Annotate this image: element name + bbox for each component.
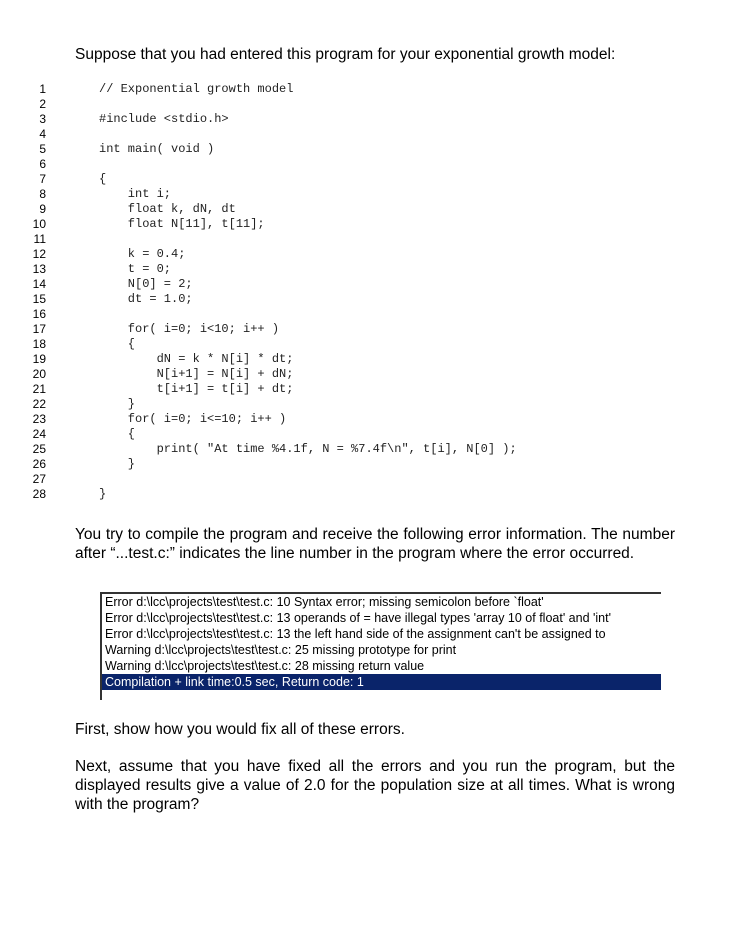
code-line: {: [99, 427, 136, 441]
code-line: [99, 307, 517, 322]
warning-line[interactable]: Warning d:\lcc\projects\test\test.c: 28 missing return value: [105, 659, 425, 673]
code-line: [99, 97, 517, 112]
code-line: // Exponential growth model: [99, 82, 294, 96]
line-number: 23: [32, 412, 46, 426]
line-number: 10: [32, 217, 46, 231]
code-line: [99, 127, 517, 142]
code-line: [99, 472, 517, 487]
code-line: for( i=0; i<10; i++ ): [99, 322, 280, 336]
line-number: 1: [39, 82, 46, 96]
compile-status-line[interactable]: Compilation + link time:0.5 sec, Return code: 1: [102, 674, 661, 690]
code-line: [99, 157, 517, 172]
intro-text: Suppose that you had entered this program for your exponential growth model:: [75, 46, 616, 63]
warning-line[interactable]: Warning d:\lcc\projects\test\test.c: 25 missing prototype for print: [105, 643, 457, 657]
code-line: t[i+1] = t[i] + dt;: [99, 382, 294, 396]
code-line: int main( void ): [99, 142, 215, 156]
line-number: 20: [32, 367, 46, 381]
code-line: dt = 1.0;: [99, 292, 193, 306]
line-number: 2: [39, 97, 46, 111]
code-line: print( "At time %4.1f, N = %7.4f\n", t[i], N[0] );: [99, 442, 517, 456]
line-number: 14: [32, 277, 46, 291]
line-number: 28: [32, 487, 46, 501]
line-number: 27: [32, 472, 46, 486]
code-listing: [99, 82, 517, 502]
line-number: 12: [32, 247, 46, 261]
wrong-question: Next, assume that you have fixed all the errors and you run the program, but the displayed results give a value of 2.0 for the population size at all times. What is wrong with the program?: [75, 758, 675, 813]
line-number: 6: [39, 157, 46, 171]
line-number: 21: [32, 382, 46, 396]
compile-paragraph: You try to compile the program and receive the following error information. The number after “...test.c:” indicates the line number in the program where the error occurred.: [75, 526, 675, 562]
code-line: }: [99, 487, 107, 501]
line-number-gutter: [0, 82, 46, 502]
code-line: N[0] = 2;: [99, 277, 193, 291]
error-line[interactable]: Error d:\lcc\projects\test\test.c: 13 the left hand side of the assignment can't be assigned to: [105, 627, 606, 641]
line-number: 24: [32, 427, 46, 441]
line-number: 15: [32, 292, 46, 306]
code-line: {: [99, 172, 107, 186]
line-number: 4: [39, 127, 46, 141]
error-output-panel: [100, 592, 661, 700]
code-line: for( i=0; i<=10; i++ ): [99, 412, 287, 426]
code-line: }: [99, 397, 136, 411]
code-line: [99, 232, 517, 247]
code-line: t = 0;: [99, 262, 172, 276]
line-number: 5: [39, 142, 46, 156]
code-line: {: [99, 337, 136, 351]
fix-question: First, show how you would fix all of these errors.: [75, 721, 405, 738]
code-line: }: [99, 457, 136, 471]
line-number: 11: [33, 232, 46, 246]
line-number: 16: [32, 307, 46, 321]
line-number: 9: [39, 202, 46, 216]
code-line: k = 0.4;: [99, 247, 186, 261]
code-line: int i;: [99, 187, 172, 201]
line-number: 8: [39, 187, 46, 201]
code-line: float k, dN, dt: [99, 202, 236, 216]
error-line[interactable]: Error d:\lcc\projects\test\test.c: 13 operands of = have illegal types 'array 10 of float' and 'int': [105, 611, 611, 625]
code-line: float N[11], t[11];: [99, 217, 265, 231]
line-number: 3: [39, 112, 46, 126]
line-number: 22: [32, 397, 46, 411]
line-number: 25: [32, 442, 46, 456]
line-number: 26: [32, 457, 46, 471]
error-line[interactable]: Error d:\lcc\projects\test\test.c: 10 Syntax error; missing semicolon before `float': [105, 595, 544, 609]
line-number: 17: [32, 322, 46, 336]
code-line: dN = k * N[i] * dt;: [99, 352, 294, 366]
code-line: #include <stdio.h>: [99, 112, 229, 126]
panel-edge: [102, 690, 661, 700]
line-number: 7: [39, 172, 46, 186]
line-number: 18: [32, 337, 46, 351]
code-line: N[i+1] = N[i] + dN;: [99, 367, 294, 381]
line-number: 13: [32, 262, 46, 276]
line-number: 19: [32, 352, 46, 366]
